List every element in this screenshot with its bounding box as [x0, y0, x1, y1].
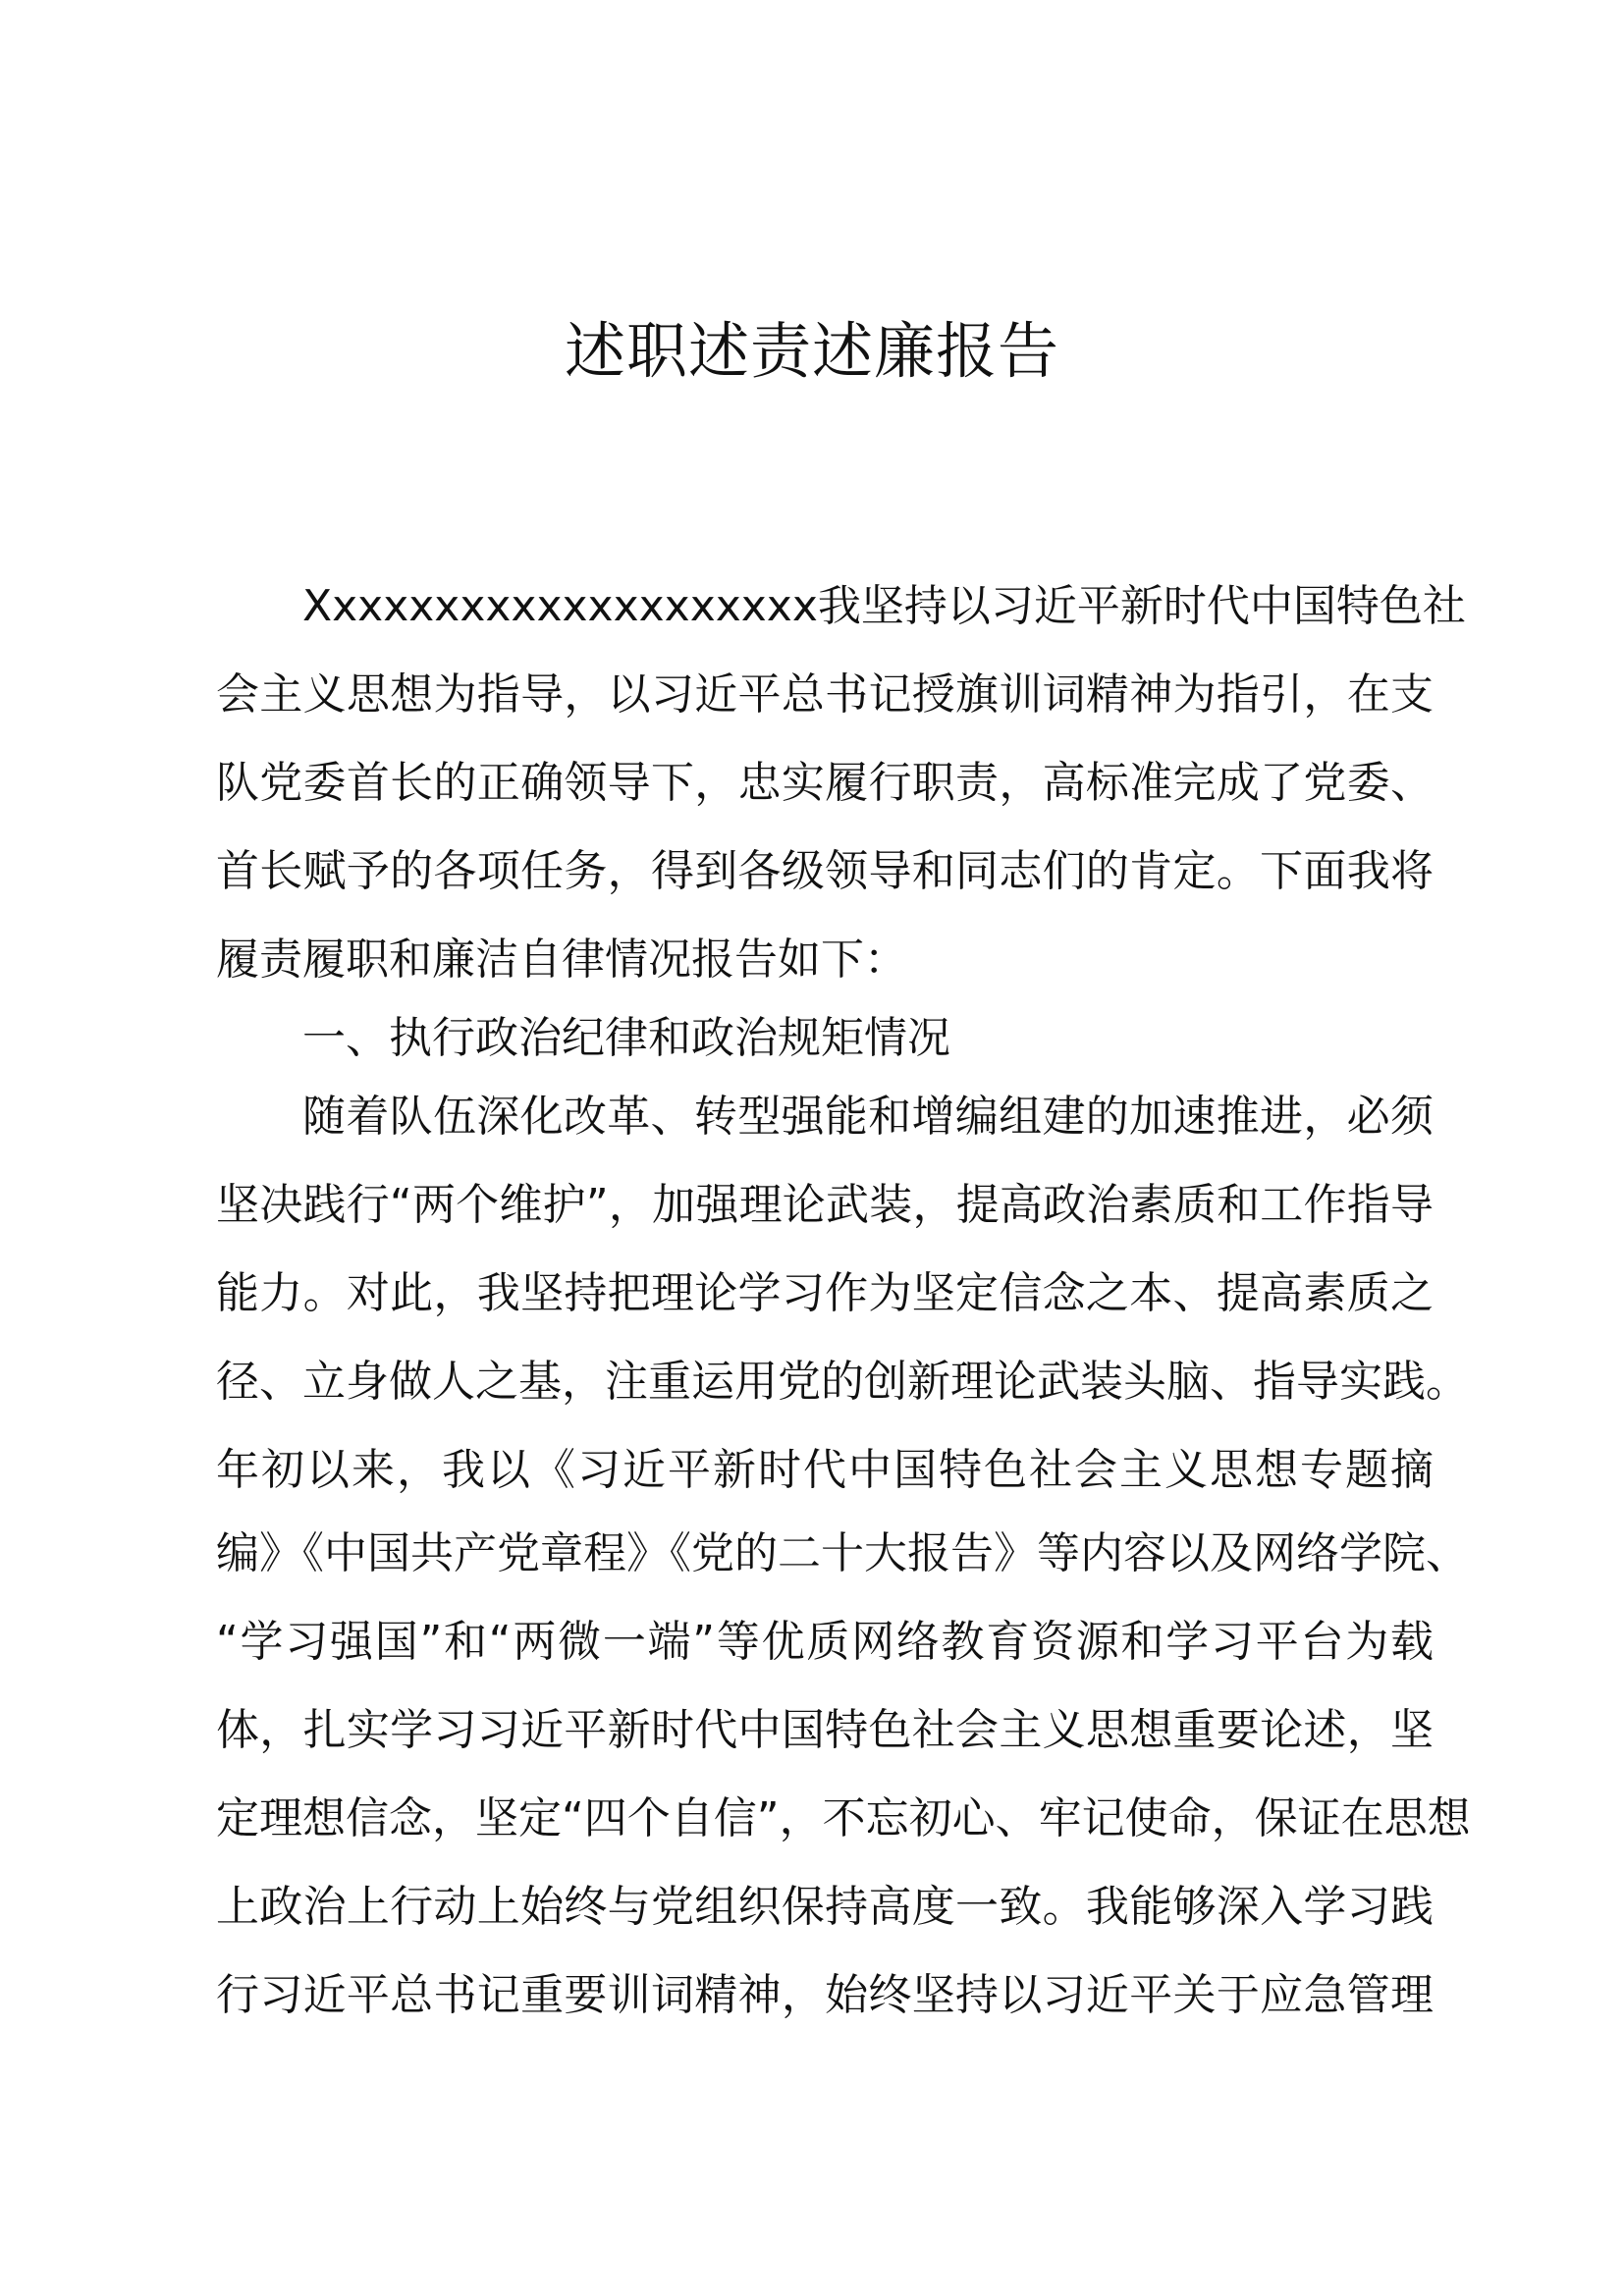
paragraph-line-8: 能力。对此，我坚持把理论学习作为坚定信念之本、提高素质之	[216, 1268, 1434, 1318]
paragraph-line-7: 坚决践行“两个维护”，加强理论武装，提高政治素质和工作指导	[216, 1180, 1434, 1230]
paragraph-line-16: 行习近平总书记重要训词精神，始终坚持以习近平关于应急管理	[216, 1970, 1434, 2020]
paragraph-line-12: “学习强国”和“两微一端”等优质网络教育资源和学习平台为载	[216, 1617, 1434, 1667]
paragraph-line-3: 队党委首长的正确领导下，忠实履行职责，高标准完成了党委、	[216, 758, 1434, 808]
paragraph-line-15: 上政治上行动上始终与党组织保持高度一致。我能够深入学习践	[216, 1882, 1434, 1932]
paragraph-line-11: 编》《中国共产党章程》《党的二十大报告》等内容以及网络学院、	[216, 1528, 1469, 1578]
section-heading: 一、执行政治纪律和政治规矩情况	[302, 1013, 950, 1063]
paragraph-line-10: 年初以来，我以《习近平新时代中国特色社会主义思想专题摘	[216, 1445, 1434, 1495]
paragraph-line-1: Xxxxxxxxxxxxxxxxxxxx我坚持以习近平新时代中国特色社	[302, 581, 1466, 631]
paragraph-line-14: 定理想信念，坚定“四个自信”，不忘初心、牢记使命，保证在思想	[216, 1793, 1471, 1843]
paragraph-line-4: 首长赋予的各项任务，得到各级领导和同志们的肯定。下面我将	[216, 846, 1434, 896]
paragraph-line-2: 会主义思想为指导，以习近平总书记授旗训词精神为指引，在支	[216, 669, 1434, 720]
paragraph-line-9: 径、立身做人之基，注重运用党的创新理论武装头脑、指导实践。	[216, 1357, 1469, 1407]
paragraph-line-6: 随着队伍深化改革、转型强能和增编组建的加速推进，必须	[302, 1092, 1434, 1142]
paragraph-line-5: 履责履职和廉洁自律情况报告如下：	[216, 934, 907, 985]
paragraph-line-13: 体，扎实学习习近平新时代中国特色社会主义思想重要论述，坚	[216, 1705, 1434, 1755]
page-title: 述职述责述廉报告	[564, 315, 1059, 387]
